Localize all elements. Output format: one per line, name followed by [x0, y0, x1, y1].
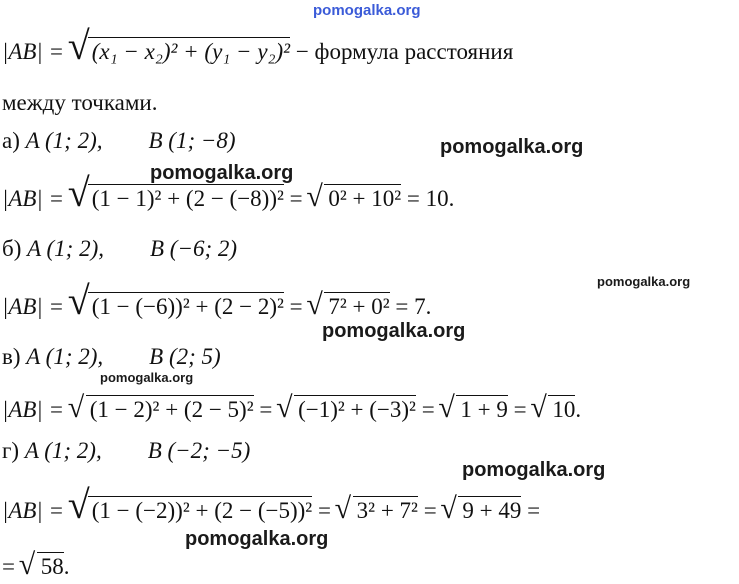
- formula-description: − формула расстояния: [290, 39, 514, 64]
- part-c-radicand-1: (1 − 2)² + (2 − 5)²: [89, 397, 254, 422]
- watermark-a-left: pomogalka.org: [150, 162, 294, 184]
- part-c-radicand-4: 10: [552, 397, 576, 422]
- part-d-radicand-2: 3² + 7²: [356, 498, 418, 523]
- part-c-lhs: |AB| =: [2, 397, 70, 422]
- part-a-calc: [2, 184, 454, 214]
- part-c-radical-3: [456, 395, 507, 424]
- part-d-calc: [2, 496, 540, 526]
- part-a-radicand-2: 0² + 10²: [328, 186, 402, 211]
- part-d-cont-eq: =: [2, 554, 21, 579]
- part-c-coords: A (1; 2), B (2; 5): [26, 344, 221, 369]
- part-b-calc: [2, 292, 431, 322]
- part-d-radical-4: [37, 552, 64, 581]
- formula-radicand: (x₁ − x₂)² + (y₁ − y₂)²: [91, 39, 291, 64]
- part-d-end: .: [63, 554, 70, 579]
- part-a-coords: A (1; 2), B (1; −8): [25, 128, 236, 153]
- watermark-top: pomogalka.org: [313, 2, 421, 19]
- part-c-eq-2: =: [415, 397, 441, 422]
- part-d-points: [2, 436, 250, 466]
- part-d-eq-2: =: [417, 498, 443, 523]
- part-b-radicand-1: (1 − (−6))² + (2 − 2)²: [91, 294, 284, 319]
- part-a-points: [2, 126, 236, 156]
- part-d-eq-3: =: [521, 498, 541, 523]
- part-b-points: [2, 234, 237, 264]
- part-d-label: г): [2, 438, 25, 463]
- part-a-result: = 10.: [401, 186, 455, 211]
- watermark-c-left: pomogalka.org: [100, 370, 194, 385]
- part-c-radicand-3: 1 + 9: [460, 397, 508, 422]
- part-d-continuation: [2, 552, 69, 582]
- part-c-radicand-2: (−1)² + (−3)²: [298, 397, 416, 422]
- part-b-result: = 7.: [389, 294, 432, 319]
- part-c-label: в): [2, 344, 27, 369]
- part-c-end: .: [575, 397, 582, 422]
- part-a-radical-2: [324, 184, 401, 213]
- formula-radical: [88, 37, 290, 66]
- part-a-lhs: |AB| =: [2, 186, 70, 211]
- part-d-radical-3: [458, 496, 521, 525]
- part-b-lhs: |AB| =: [2, 294, 70, 319]
- part-d-coords: A (1; 2), B (−2; −5): [24, 438, 251, 463]
- part-c-radical-1: [86, 395, 254, 424]
- formula-description-2: между точками.: [2, 90, 158, 115]
- watermark-d-right: pomogalka.org: [462, 459, 606, 481]
- part-a-radicand-1: (1 − 1)² + (2 − (−8))²: [91, 186, 284, 211]
- formula-line: [2, 37, 513, 67]
- part-b-coords: A (1; 2), B (−6; 2): [27, 236, 238, 261]
- part-d-lhs: |AB| =: [2, 498, 70, 523]
- part-c-points: [2, 342, 221, 372]
- part-d-radical-1: [88, 496, 312, 525]
- part-c-radical-2: [294, 395, 416, 424]
- part-b-eq: =: [283, 294, 309, 319]
- watermark-a-right: pomogalka.org: [440, 136, 584, 158]
- part-d-radical-2: [353, 496, 418, 525]
- formula-line-2: [2, 88, 157, 118]
- part-d-eq-1: =: [312, 498, 337, 523]
- watermark-d-bottom: pomogalka.org: [185, 528, 329, 550]
- part-a-label: а): [2, 128, 26, 153]
- part-b-label: б): [2, 236, 28, 261]
- watermark-b-center: pomogalka.org: [322, 320, 466, 342]
- part-a-eq: =: [283, 186, 309, 211]
- part-b-radicand-2: 7² + 0²: [328, 294, 390, 319]
- part-b-radical-2: [324, 292, 389, 321]
- part-b-radical-1: [88, 292, 284, 321]
- watermark-b-right: pomogalka.org: [597, 274, 691, 289]
- part-d-radicand-3: 9 + 49: [462, 498, 522, 523]
- part-c-radical-4: [548, 395, 575, 424]
- part-d-radicand-4: 58: [40, 554, 64, 579]
- part-d-radicand-1: (1 − (−2))² + (2 − (−5))²: [91, 498, 313, 523]
- part-c-eq-1: =: [253, 397, 279, 422]
- part-c-eq-3: =: [507, 397, 533, 422]
- part-a-radical-1: [88, 184, 284, 213]
- formula-lhs: |AB| =: [2, 39, 70, 64]
- part-c-calc: [2, 395, 581, 425]
